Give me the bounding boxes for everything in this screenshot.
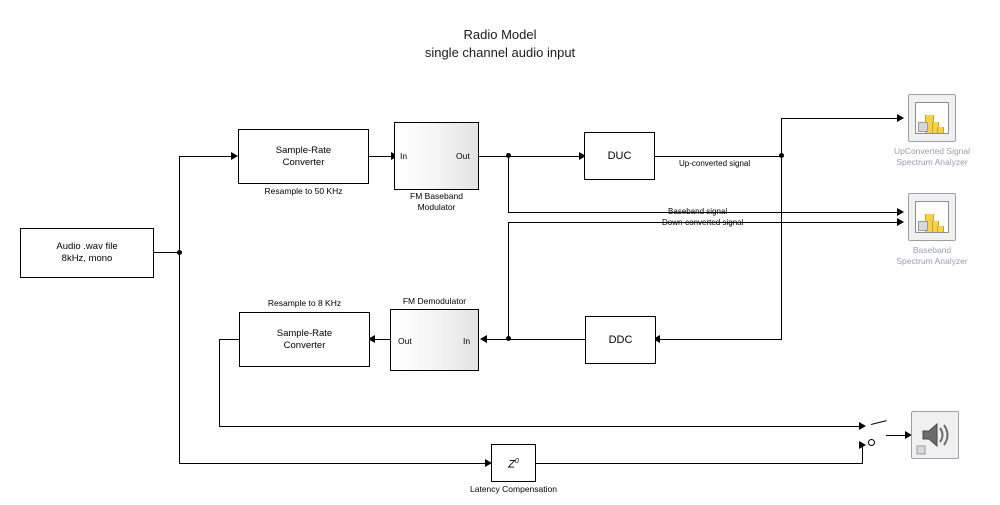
src-down-line2: Converter — [283, 339, 326, 351]
block-duc[interactable] — [584, 132, 655, 180]
wire-srcup-to-fmmod — [368, 156, 393, 157]
signal-label-baseband: Baseband signal — [668, 207, 728, 216]
wire-duc-out — [655, 156, 781, 157]
diagram-title-line1: Radio Model — [463, 27, 537, 42]
sink-baseband-label-line1: Baseband — [912, 245, 952, 255]
arrow-baseband-scope — [897, 208, 904, 216]
fm-demod-caption: FM Demodulator — [402, 296, 467, 306]
wire-srcdown-out — [219, 339, 239, 340]
src-down-line1: Sample-Rate — [276, 327, 333, 339]
spectrum-analyzer-icon — [915, 102, 949, 134]
wire-source-down — [179, 252, 180, 464]
src-down-caption: Resample to 8 KHz — [267, 298, 342, 308]
arrow-downconv-scope — [897, 218, 904, 226]
switch-blade[interactable] — [871, 420, 887, 425]
switch-pivot[interactable] — [868, 439, 875, 446]
arrow-switch-in-top — [859, 422, 866, 430]
wire-srcdown-down — [219, 339, 220, 427]
block-ddc[interactable] — [585, 316, 656, 364]
sink-upconverted-label-line2: Spectrum Analyzer — [896, 157, 968, 167]
block-latency-compensation[interactable] — [491, 444, 536, 482]
sink-upconverted-spectrum-analyzer[interactable] — [908, 94, 956, 142]
audio-source-line2: 8kHz, mono — [61, 253, 113, 264]
block-audio-source[interactable] — [20, 228, 154, 278]
wire-upconv-down — [781, 156, 782, 340]
diagram-title-line2: single channel audio input — [424, 45, 576, 60]
wire-latency-to-switch — [536, 463, 863, 464]
arrow-to-src-up — [231, 152, 238, 160]
fm-demod-out-port: Out — [398, 336, 412, 346]
block-sample-rate-converter-down[interactable] — [239, 312, 370, 367]
fm-demod-in-port: In — [463, 336, 471, 346]
sink-baseband-label-line2: Spectrum Analyzer — [896, 256, 968, 266]
src-up-line1: Sample-Rate — [275, 144, 332, 156]
wire-fmmod-to-duc — [478, 156, 581, 157]
duc-label: DUC — [607, 150, 632, 162]
spectrum-analyzer-icon — [915, 201, 949, 233]
src-up-caption: Resample to 50 KHz — [264, 186, 343, 196]
arrow-to-fmdemod — [480, 335, 487, 343]
signal-label-upconverted: Up-converted signal — [679, 159, 751, 168]
fm-mod-caption-line1: FM Baseband — [410, 191, 463, 201]
latency-caption: Latency Compensation — [470, 484, 557, 494]
fm-mod-caption-line2: Modulator — [417, 202, 456, 212]
wire-upconv-up — [781, 118, 782, 156]
wire-to-latency — [179, 463, 485, 464]
signal-label-downconverted: Down-converted signal — [662, 218, 744, 227]
src-up-line2: Converter — [282, 156, 325, 168]
sink-audio-speaker[interactable] — [911, 411, 959, 459]
arrow-upconv-scope — [897, 114, 904, 122]
fm-mod-out-port: Out — [456, 151, 470, 161]
wire-upconv-to-scope — [781, 118, 899, 119]
wire-srcdown-to-switch — [219, 426, 863, 427]
wire-to-ddc — [657, 339, 782, 340]
wire-to-src-up — [179, 156, 231, 157]
latency-label: Z — [508, 458, 515, 471]
wire-downconv-up — [508, 222, 509, 339]
sink-upconverted-label-line1: UpConverted Signal — [893, 146, 971, 156]
speaker-icon — [912, 412, 958, 458]
latency-exponent: 0 — [514, 457, 519, 465]
block-sample-rate-converter-up[interactable] — [238, 129, 369, 184]
ddc-label: DDC — [608, 334, 633, 346]
wire-source-up — [179, 156, 180, 253]
fm-mod-in-port: In — [400, 151, 408, 161]
wire-source-out — [153, 252, 180, 253]
wire-ddc-to-demod — [484, 339, 586, 340]
sink-baseband-spectrum-analyzer[interactable] — [908, 193, 956, 241]
wire-baseband-down — [508, 156, 509, 213]
audio-source-line1: Audio .wav file — [56, 241, 118, 252]
wire-latency-riser — [862, 445, 863, 464]
